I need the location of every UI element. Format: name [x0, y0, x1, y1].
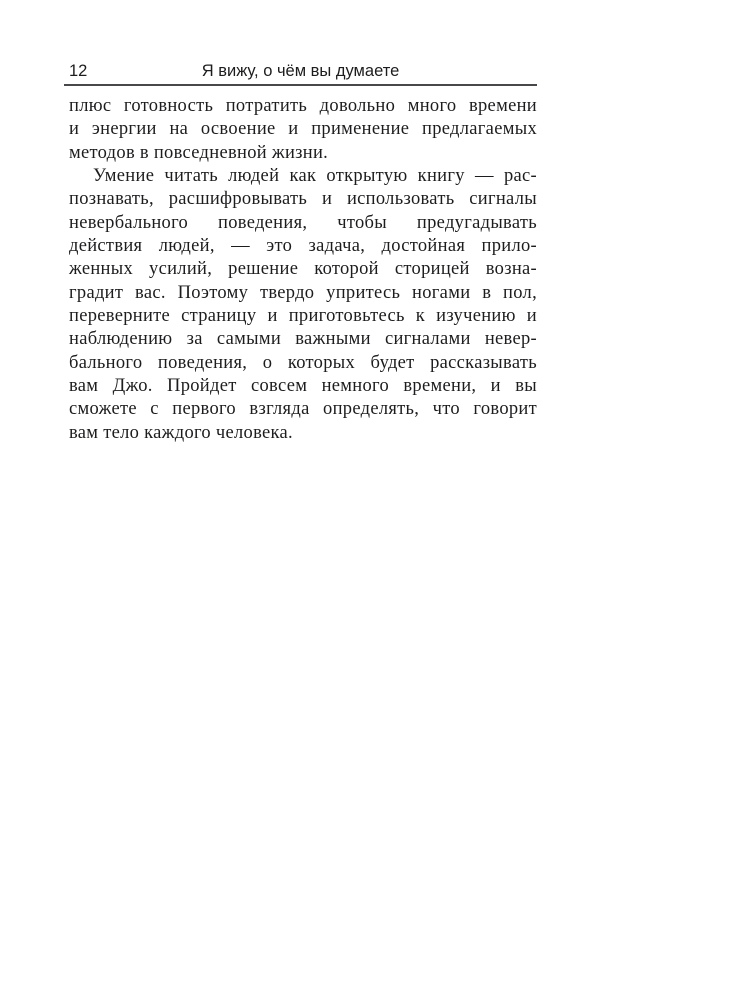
text-line: Умение читать людей как открытую книгу — рас-: [93, 166, 537, 187]
text-line: бального поведения, о которых будет рассказывать: [69, 352, 537, 373]
page-header: [64, 61, 537, 83]
text-line: сможете с первого взгляда определять, что говорит: [69, 399, 537, 420]
page-number: 12: [69, 62, 88, 80]
text-line: вам Джо. Пройдет совсем немного времени, и вы: [69, 376, 537, 397]
running-title: Я вижу, о чём вы думаете: [201, 62, 400, 80]
text-line: невербального поведения, чтобы предугадывать: [69, 212, 537, 233]
text-line: переверните страницу и приготовьтесь к изучению и: [69, 306, 537, 327]
text-line: познавать, расшифровывать и использовать сигналы: [69, 189, 537, 210]
text-line: градит вас. Поэтому твердо упритесь ногами в пол,: [69, 282, 537, 303]
text-line: и энергии на освоение и применение предлагаемых: [69, 119, 537, 140]
paragraph-1: [69, 95, 537, 165]
paragraph-2: [69, 165, 537, 445]
text-line: вам тело каждого человека.: [69, 422, 293, 443]
header-rule: [64, 84, 537, 86]
body-text: [69, 95, 537, 445]
text-line: женных усилий, решение которой сторицей возна-: [69, 259, 537, 280]
text-line: наблюдению за самыми важными сигналами невер-: [69, 329, 537, 350]
text-line: плюс готовность потратить довольно много времени: [69, 96, 537, 116]
text-line: действия людей, — это задача, достойная прило-: [69, 236, 537, 257]
text-line: методов в повседневной жизни.: [69, 142, 329, 163]
